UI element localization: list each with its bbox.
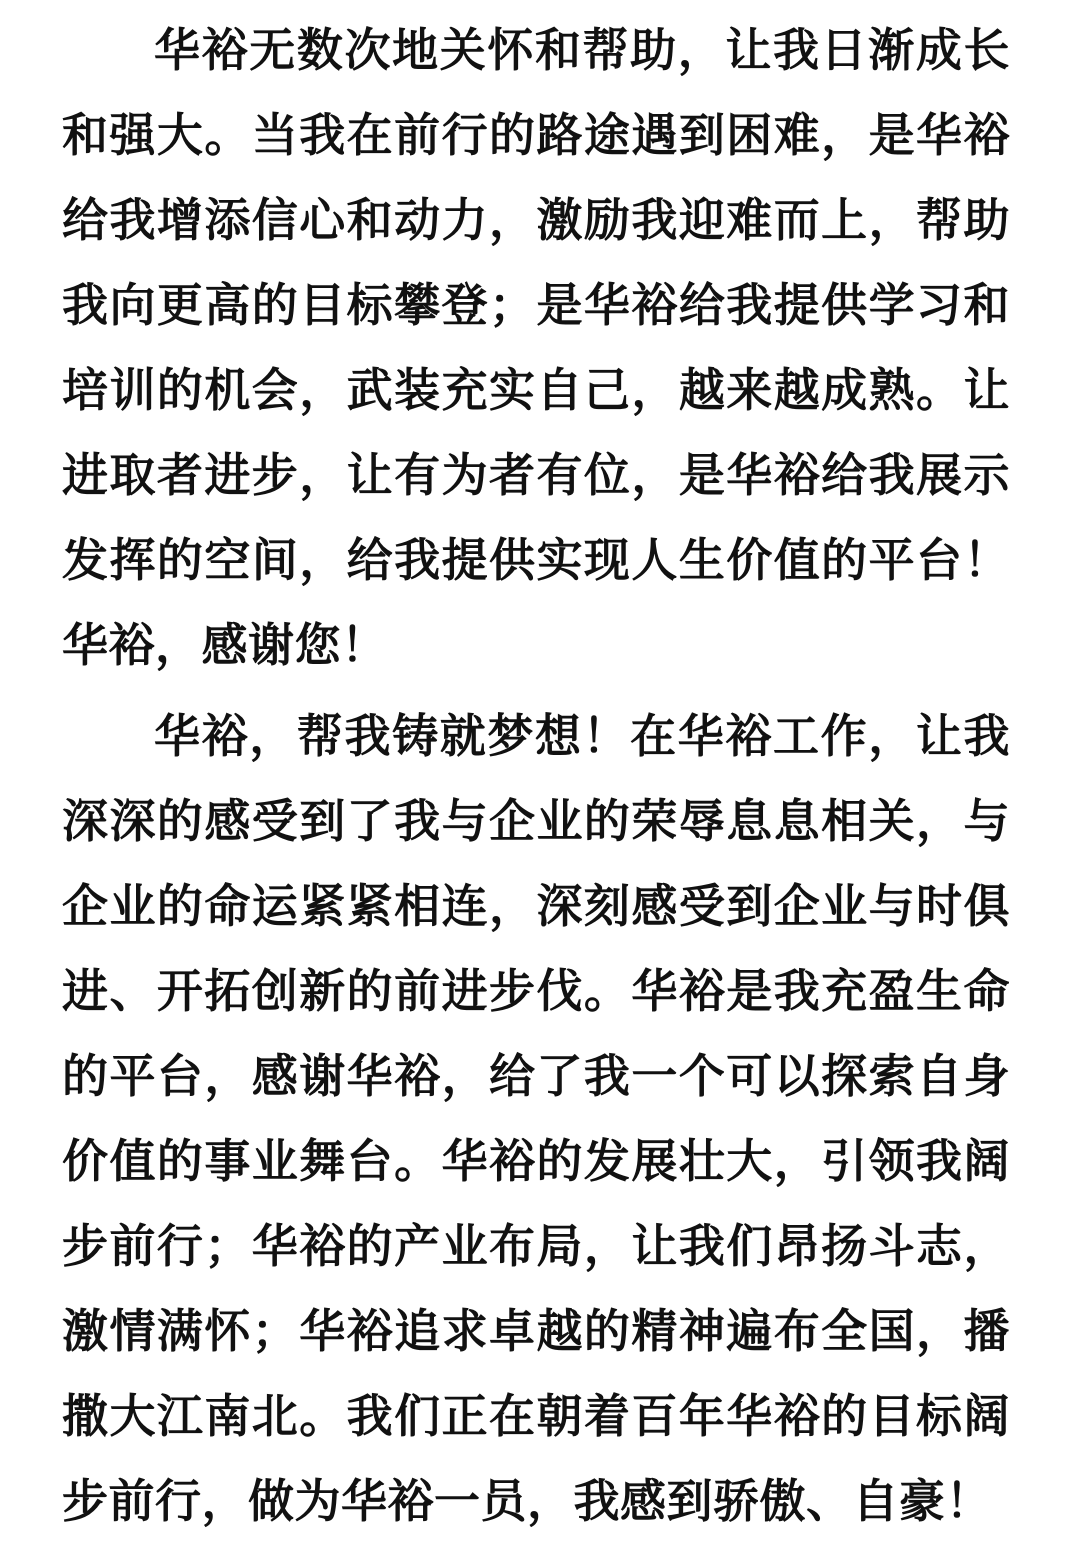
document-body <box>62 8 1010 1544</box>
paragraph: 华裕无数次地关怀和帮助，让我日渐成长和强大。当我在前行的路途遇到困难，是华裕给我增添信心和动力，激励我迎难而上，帮助我向更高的目标攀登；是华裕给我提供学习和培训的机会，武装充实自己，越来越成熟。让进取者进步，让有为者有位，是华裕给我展示发挥的空间，给我提供实现人生价值的平台！华裕，感谢您！ <box>62 23 1010 672</box>
paragraph: 华裕，帮我铸就梦想！在华裕工作，让我深深的感受到了我与企业的荣辱息息相关，与企业的命运紧紧相连，深刻感受到企业与时俱进、开拓创新的前进步伐。华裕是我充盈生命的平台，感谢华裕，给了我一个可以探索自身价值的事业舞台。华裕的发展壮大，引领我阔步前行；华裕的产业布局，让我们昂扬斗志，激情满怀；华裕追求卓越的精神遍布全国，播撒大江南北。我们正在朝着百年华裕的目标阔步前行，做为华裕一员，我感到骄傲、自豪！ <box>62 709 1010 1528</box>
